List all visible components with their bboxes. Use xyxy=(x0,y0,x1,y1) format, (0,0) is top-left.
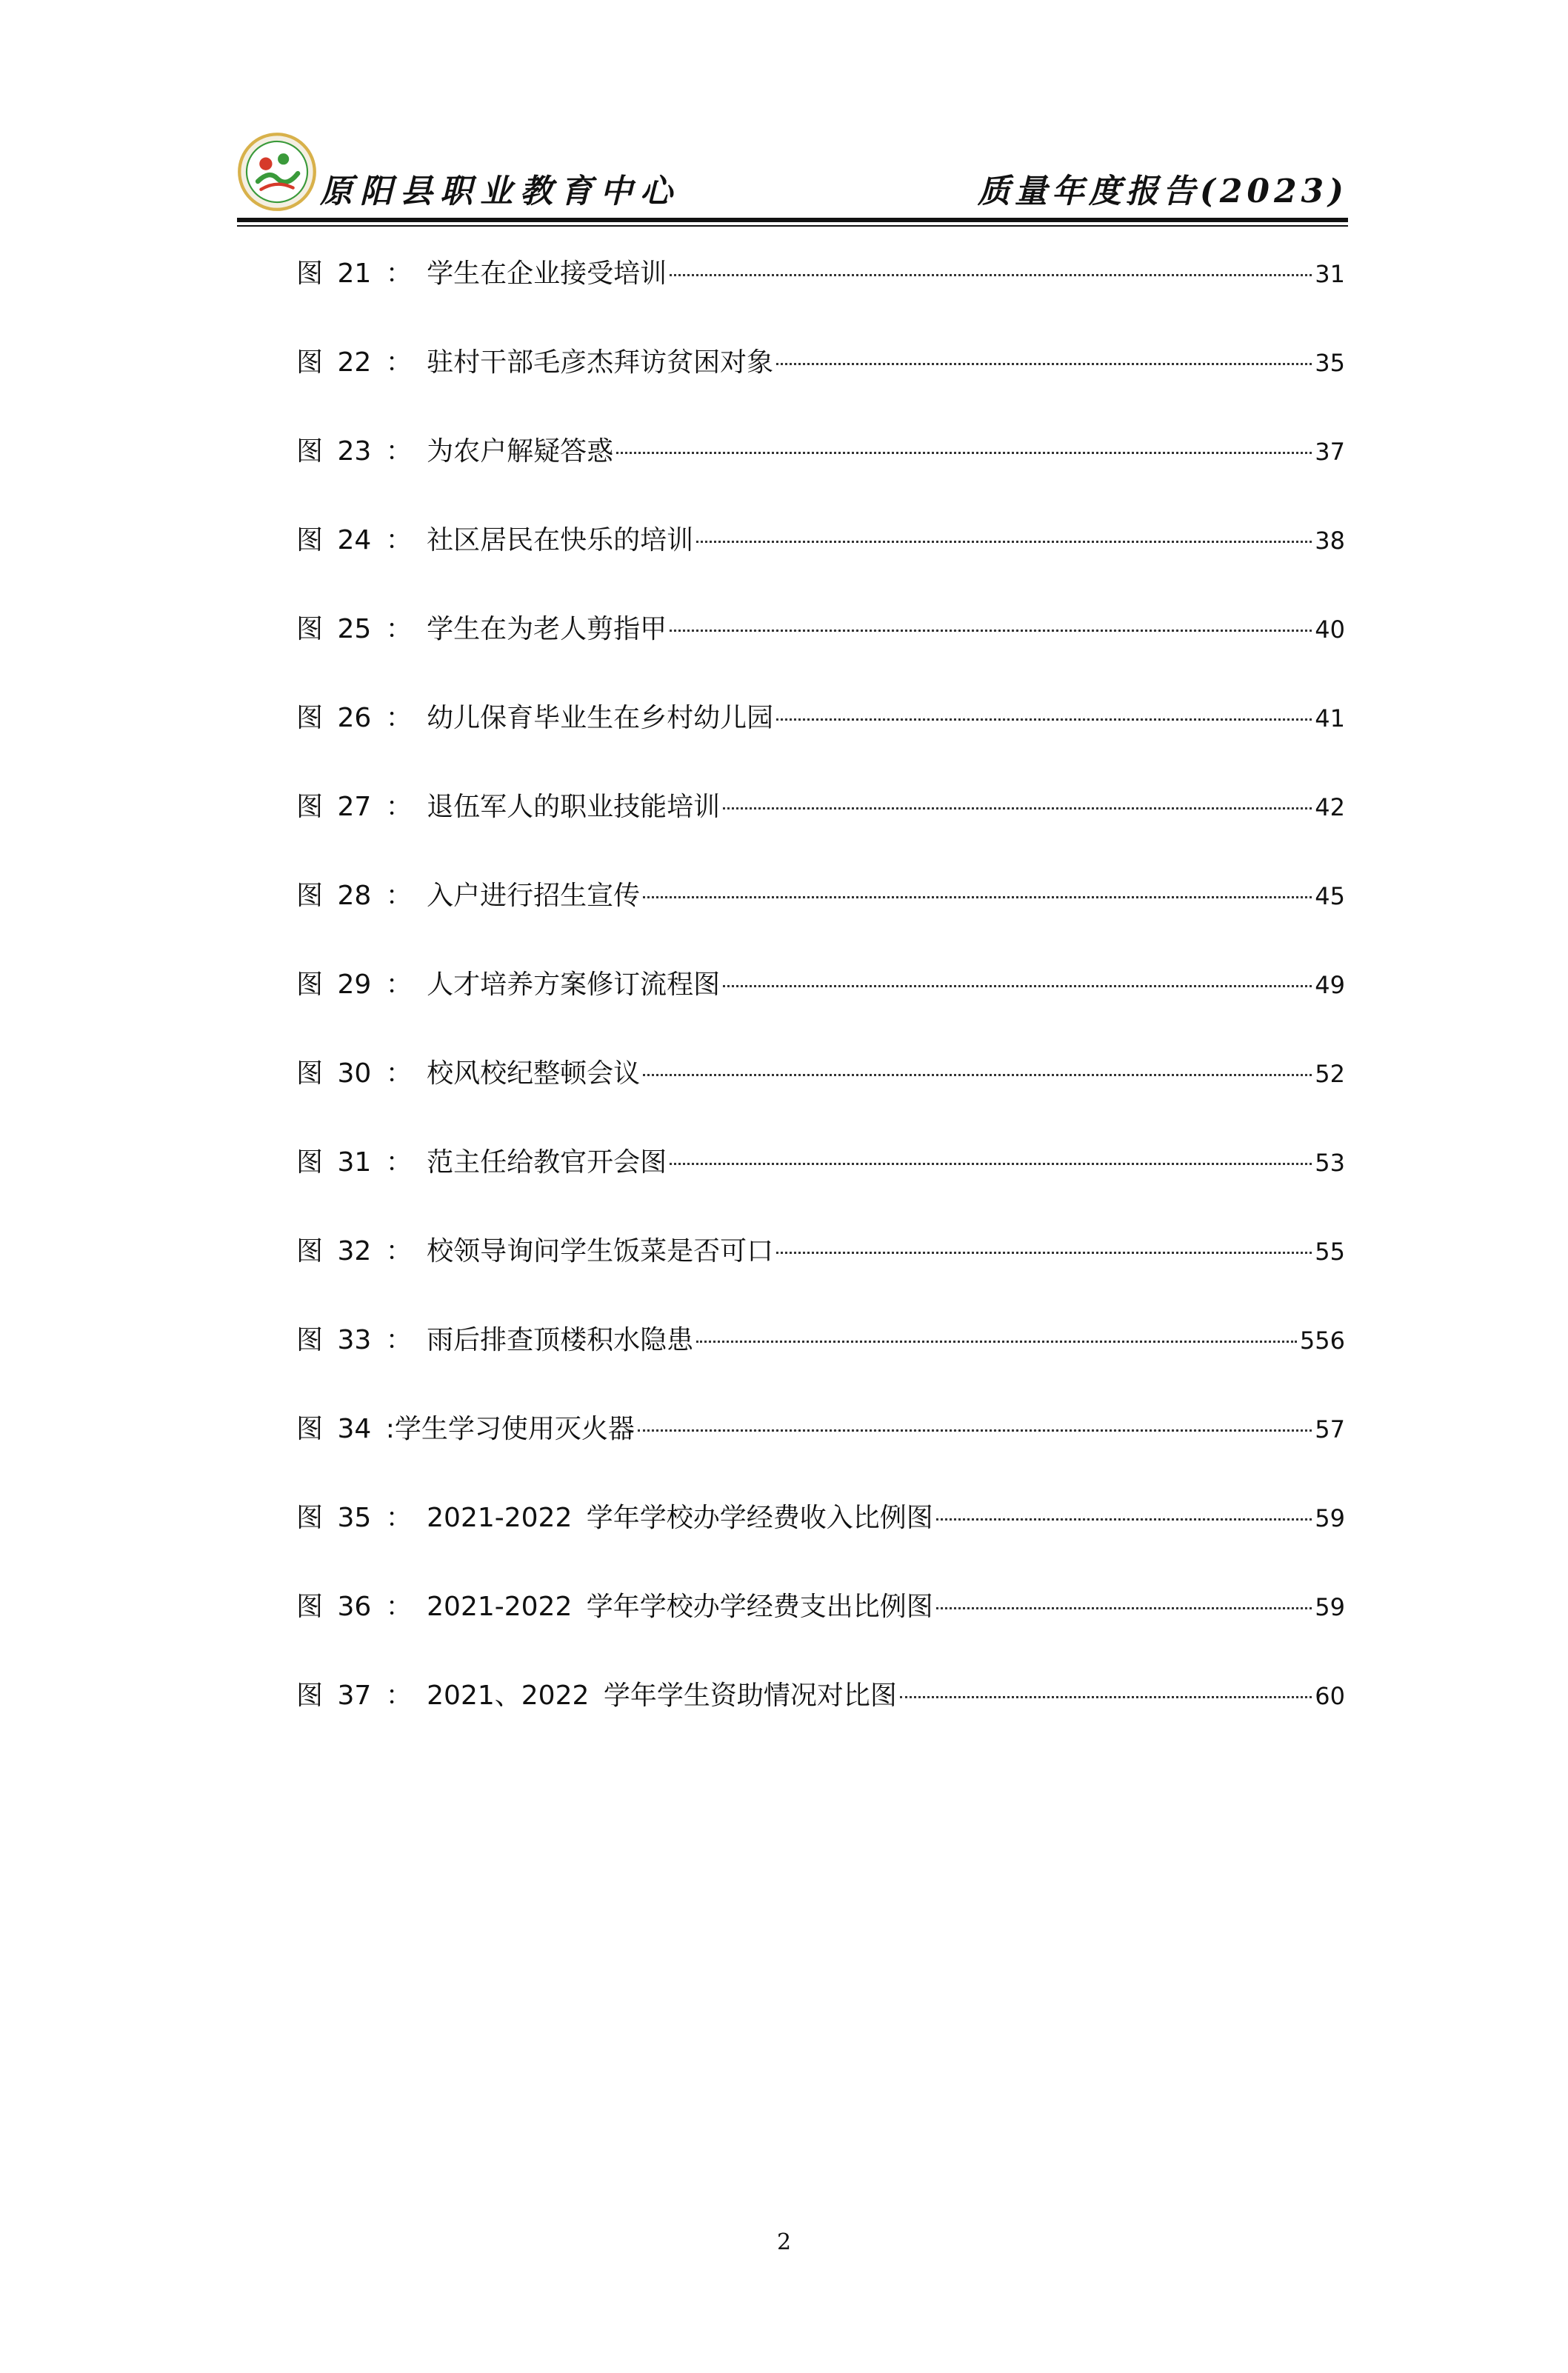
toc-leader-dots xyxy=(670,630,1312,632)
toc-entry-label: 图 34 :学生学习使用灭火器 xyxy=(296,1414,635,1444)
toc-entry[interactable] xyxy=(296,607,1345,696)
toc-entry-page: 49 xyxy=(1315,971,1345,999)
toc-entry-page: 59 xyxy=(1315,1504,1345,1532)
toc-entry-label: 图 29 ： 人才培养方案修订流程图 xyxy=(296,969,721,1000)
toc-leader-dots xyxy=(670,274,1312,276)
toc-leader-dots xyxy=(936,1607,1312,1609)
toc-entry-label: 图 36 ： 2021-2022 学年学校办学经费支出比例图 xyxy=(296,1592,933,1622)
toc-entry[interactable] xyxy=(296,1407,1345,1496)
report-title: 质量年度报告(2023) xyxy=(977,173,1348,210)
toc-entry-label: 图 25 ： 学生在为老人剪指甲 xyxy=(296,614,667,644)
toc-entry-page: 35 xyxy=(1315,349,1345,377)
toc-entry-page: 60 xyxy=(1315,1682,1345,1710)
toc-leader-dots xyxy=(638,1429,1312,1432)
toc-entry[interactable] xyxy=(296,430,1345,518)
school-name: 原阳县职业教育中心 xyxy=(320,173,680,210)
toc-entry-page: 55 xyxy=(1315,1238,1345,1266)
toc-entry-label: 图 28 ： 入户进行招生宣传 xyxy=(296,881,641,911)
toc-entry[interactable] xyxy=(296,1141,1345,1229)
toc-entry[interactable] xyxy=(296,785,1345,874)
page-header xyxy=(237,119,1348,230)
toc-entry-page: 556 xyxy=(1299,1326,1345,1355)
toc-leader-dots xyxy=(776,1252,1312,1254)
page-number: 2 xyxy=(776,2229,792,2255)
toc-entry[interactable] xyxy=(296,1229,1345,1318)
toc-entry-page: 31 xyxy=(1315,260,1345,288)
toc-leader-dots xyxy=(776,363,1312,365)
toc-entry-label: 图 21 ： 学生在企业接受培训 xyxy=(296,258,667,289)
toc-entry-page: 53 xyxy=(1315,1149,1345,1177)
toc-leader-dots xyxy=(696,541,1312,543)
toc-entry[interactable] xyxy=(296,1318,1345,1407)
toc-entry[interactable] xyxy=(296,341,1345,430)
toc-entry[interactable] xyxy=(296,1052,1345,1141)
toc-entry-label: 图 22 ： 驻村干部毛彦杰拜访贫困对象 xyxy=(296,347,774,378)
toc-entry-page: 59 xyxy=(1315,1593,1345,1621)
toc-leader-dots xyxy=(643,1074,1312,1076)
toc-leader-dots xyxy=(723,985,1312,987)
toc-entry-page: 42 xyxy=(1315,793,1345,821)
toc-entry-label: 图 33 ： 雨后排查顶楼积水隐患 xyxy=(296,1325,694,1355)
toc-leader-dots xyxy=(776,718,1312,721)
toc-entry[interactable] xyxy=(296,696,1345,785)
toc-entry[interactable] xyxy=(296,1674,1345,1763)
toc-entry[interactable] xyxy=(296,963,1345,1052)
toc-entry-page: 37 xyxy=(1315,438,1345,466)
toc-entry-label: 图 26 ： 幼儿保育毕业生在乡村幼儿园 xyxy=(296,703,774,733)
toc-entry-label: 图 32 ： 校领导询问学生饭菜是否可口 xyxy=(296,1236,774,1266)
header-rule-thin xyxy=(237,225,1348,227)
toc-entry-page: 57 xyxy=(1315,1415,1345,1444)
toc-entry-label: 图 35 ： 2021-2022 学年学校办学经费收入比例图 xyxy=(296,1503,933,1533)
school-logo-icon xyxy=(237,132,317,212)
toc-leader-dots xyxy=(670,1163,1312,1165)
toc-leader-dots xyxy=(936,1518,1312,1521)
toc-leader-dots xyxy=(696,1341,1297,1343)
toc-entry-label: 图 37 ： 2021、2022 学年学生资助情况对比图 xyxy=(296,1681,897,1711)
toc-leader-dots xyxy=(900,1696,1312,1698)
toc-entry-label: 图 24 ： 社区居民在快乐的培训 xyxy=(296,525,694,555)
figure-list xyxy=(296,252,1345,1763)
toc-entry[interactable] xyxy=(296,1585,1345,1674)
toc-leader-dots xyxy=(723,807,1312,810)
toc-entry-page: 38 xyxy=(1315,527,1345,555)
toc-entry-label: 图 23 ： 为农户解疑答惑 xyxy=(296,436,614,467)
toc-entry-label: 图 27 ： 退伍军人的职业技能培训 xyxy=(296,792,721,822)
toc-entry[interactable] xyxy=(296,518,1345,607)
toc-entry-page: 45 xyxy=(1315,882,1345,910)
toc-entry-page: 41 xyxy=(1315,704,1345,732)
toc-leader-dots xyxy=(643,896,1312,898)
header-rule xyxy=(237,218,1348,222)
toc-entry-page: 40 xyxy=(1315,615,1345,644)
toc-entry[interactable] xyxy=(296,1496,1345,1585)
toc-entry-label: 图 31 ： 范主任给教官开会图 xyxy=(296,1147,667,1178)
toc-entry-page: 52 xyxy=(1315,1060,1345,1088)
toc-entry[interactable] xyxy=(296,252,1345,341)
toc-entry-label: 图 30 ： 校风校纪整顿会议 xyxy=(296,1058,641,1089)
toc-entry[interactable] xyxy=(296,874,1345,963)
toc-leader-dots xyxy=(616,452,1312,454)
